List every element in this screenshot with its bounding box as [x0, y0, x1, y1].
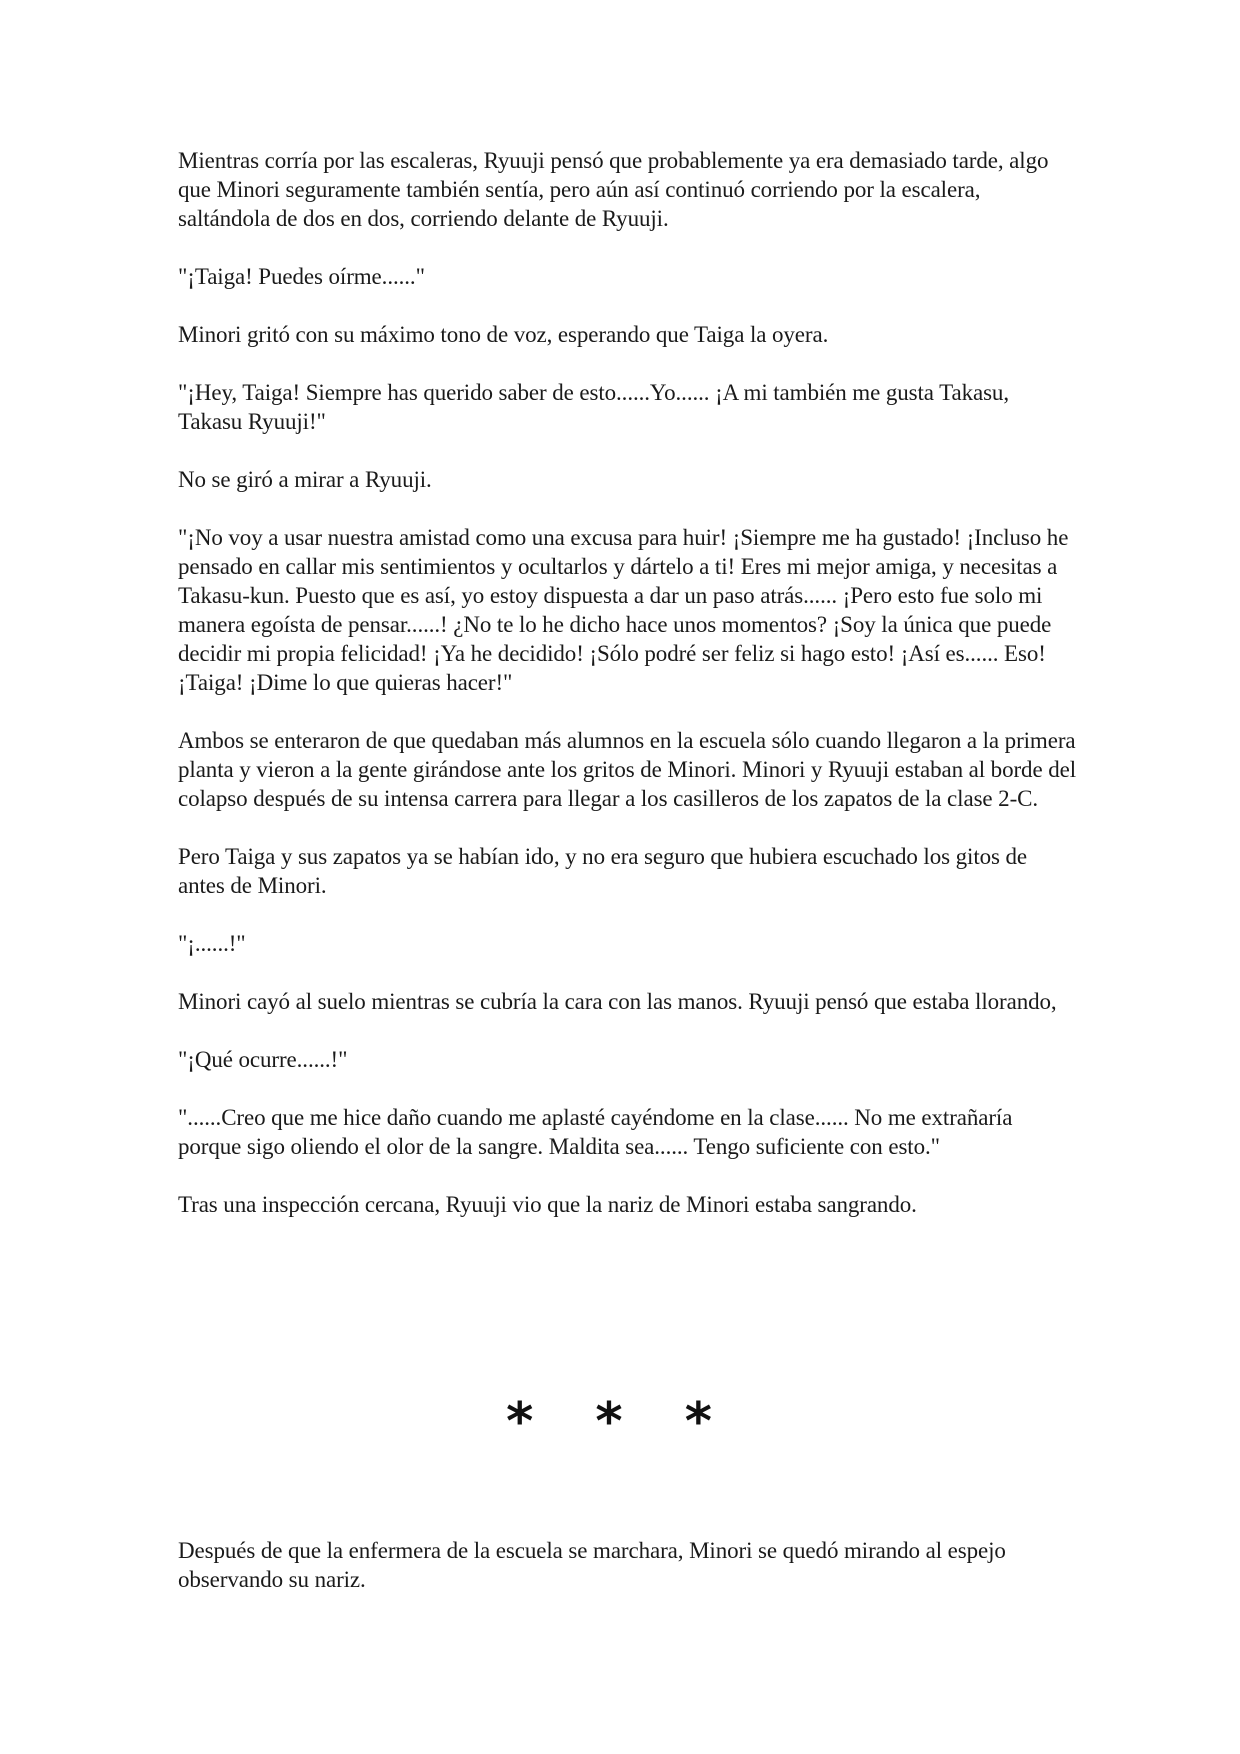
- paragraph: "¡Hey, Taiga! Siempre has querido saber de esto......Yo...... ¡A mi también me gusta Takasu, Takasu Ryuuji!": [178, 380, 1009, 434]
- paragraph: "¡Qué ocurre......!": [178, 1047, 348, 1072]
- paragraph: Pero Taiga y sus zapatos ya se habían ido, y no era seguro que hubiera escuchado los gitos de antes de Minori.: [178, 844, 1028, 898]
- paragraph: "......Creo que me hice daño cuando me aplasté cayéndome en la clase...... No me extrañaría porque sigo oliendo el olor de la sangre. Maldita sea...... Tengo suficiente con esto.": [178, 1105, 1013, 1159]
- paragraph: Minori gritó con su máximo tono de voz, esperando que Taiga la oyera.: [178, 322, 829, 347]
- paragraph: Después de que la enfermera de la escuela se marchara, Minori se quedó mirando al espejo observando su nariz.: [178, 1538, 1006, 1592]
- paragraph: Minori cayó al suelo mientras se cubría la cara con las manos. Ryuuji pensó que estaba llorando,: [178, 989, 1057, 1014]
- paragraph: Tras una inspección cercana, Ryuuji vio que la nariz de Minori estaba sangrando.: [178, 1192, 917, 1217]
- paragraph: No se giró a mirar a Ryuuji.: [178, 467, 432, 492]
- paragraph: Ambos se enteraron de que quedaban más alumnos en la escuela sólo cuando llegaron a la primera planta y vieron a la gente girándose ante los gritos de Minori. Minori y Ryuuji estaban al borde del colapso después de su intensa carrera para llegar a los casilleros de los zapatos de la clase 2-C.: [178, 728, 1076, 811]
- body-text: [178, 146, 1078, 1248]
- paragraph: Mientras corría por las escaleras, Ryuuji pensó que probablemente ya era demasiado tarde, algo que Minori seguramente también sentía, pero aún así continuó corriendo por la escalera, saltándola de dos en dos, corriendo delante de Ryuuji.: [178, 148, 1049, 231]
- body-text-after-break: [178, 1536, 1078, 1623]
- paragraph: "¡......!": [178, 931, 246, 956]
- paragraph: "¡Taiga! Puedes oírme......": [178, 264, 425, 289]
- section-break: * * *: [506, 1392, 734, 1452]
- paragraph: "¡No voy a usar nuestra amistad como una excusa para huir! ¡Siempre me ha gustado! ¡Incluso he pensado en callar mis sentimientos y ocultarlos y dártelo a ti! Eres mi mejor amiga, y necesitas a Takasu-kun. Puesto que es así, yo estoy dispuesta a dar un paso atrás...... ¡Pero esto fue solo mi manera egoísta de pensar......! ¿No te lo he dicho hace unos momentos? ¡Soy la única que puede decidir mi propia felicidad! ¡Ya he decidido! ¡Sólo podré ser feliz si hago esto! ¡Así es...... Eso! ¡Taiga! ¡Dime lo que quieras hacer!": [178, 525, 1069, 695]
